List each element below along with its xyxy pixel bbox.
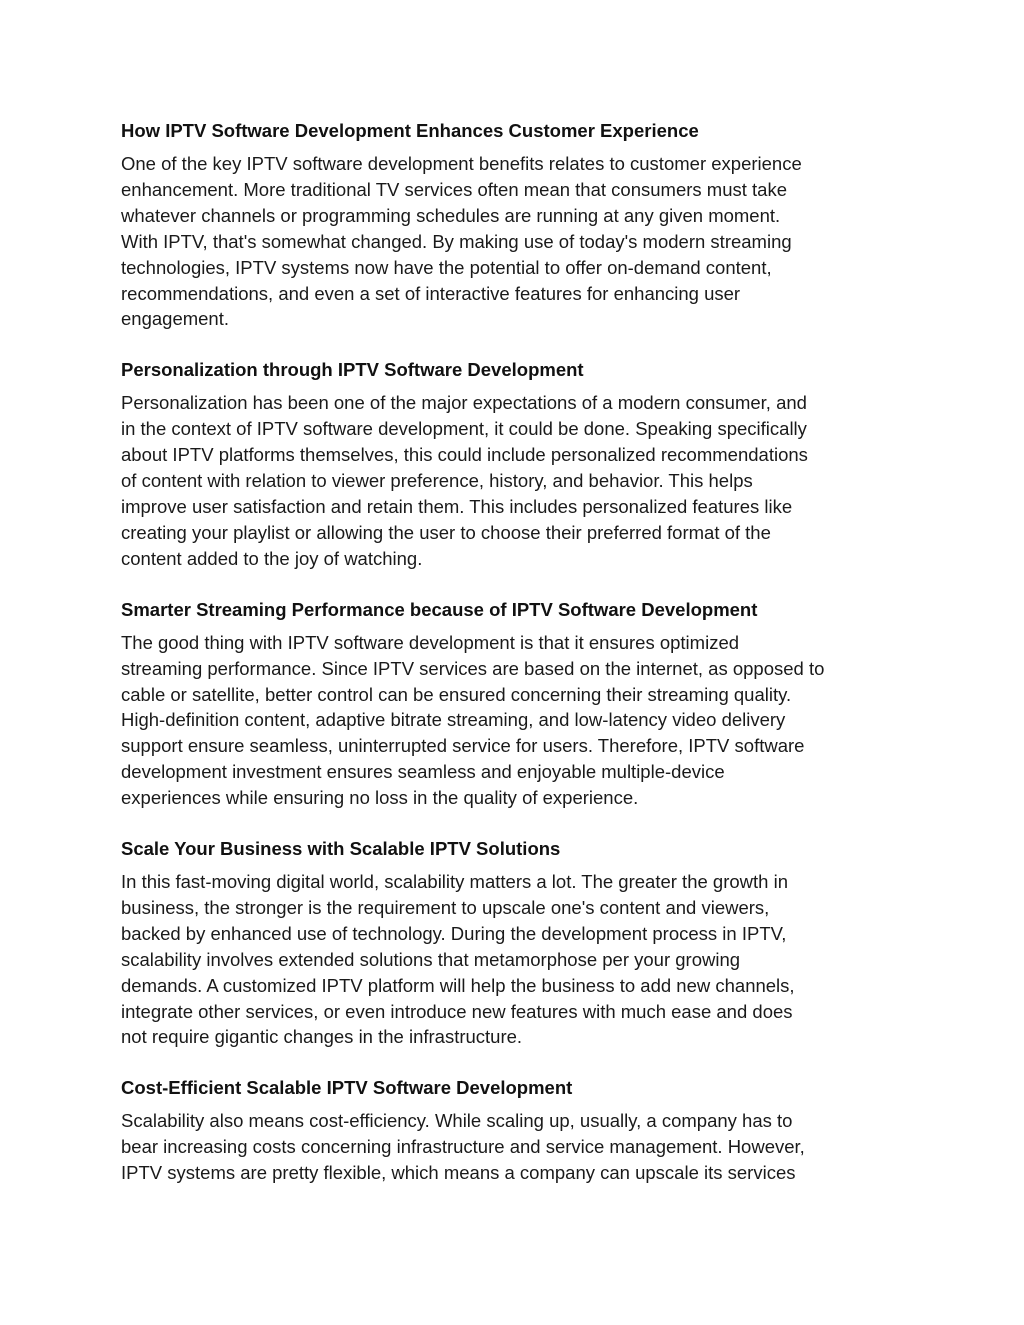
paragraph-line: High-definition content, adaptive bitrate streaming, and low-latency video delivery <box>121 709 786 731</box>
paragraph-line: of content with relation to viewer preference, history, and behavior. This helps <box>121 470 753 492</box>
paragraph-line: in the context of IPTV software development, it could be done. Speaking specifically <box>121 418 807 440</box>
section-paragraph <box>121 151 904 332</box>
paragraph-line: technologies, IPTV systems now have the potential to offer on-demand content, <box>121 256 772 278</box>
paragraph-line: creating your playlist or allowing the user to choose their preferred format of the <box>121 521 771 543</box>
paragraph-line: development investment ensures seamless and enjoyable multiple-device <box>121 761 725 783</box>
section-streaming-performance <box>121 598 904 811</box>
paragraph-line: enhancement. More traditional TV services often mean that consumers must take <box>121 178 787 200</box>
section-heading: Scale Your Business with Scalable IPTV Solutions <box>121 838 561 860</box>
paragraph-line: whatever channels or programming schedules are running at any given moment. <box>121 204 781 226</box>
paragraph-line: support ensure seamless, uninterrupted service for users. Therefore, IPTV software <box>121 735 805 757</box>
paragraph-line: One of the key IPTV software development benefits relates to customer experience <box>121 153 802 174</box>
section-customer-experience <box>121 119 904 332</box>
paragraph-line: With IPTV, that's somewhat changed. By making use of today's modern streaming <box>121 230 792 252</box>
paragraph-line: about IPTV platforms themselves, this could include personalized recommendations <box>121 444 808 466</box>
section-heading: Smarter Streaming Performance because of IPTV Software Development <box>121 598 758 620</box>
paragraph-line: Scalability also means cost-efficiency. While scaling up, usually, a company has to <box>121 1110 793 1132</box>
section-cost-efficient <box>121 1076 904 1186</box>
paragraph-line: business, the stronger is the requirement to upscale one's content and viewers, <box>121 896 770 918</box>
paragraph-line: The good thing with IPTV software development is that it ensures optimized <box>121 631 740 653</box>
paragraph-line: experiences while ensuring no loss in the quality of experience. <box>121 787 639 809</box>
paragraph-line: cable or satellite, better control can be ensured concerning their streaming quality. <box>121 683 792 705</box>
paragraph-line: streaming performance. Since IPTV services are based on the internet, as opposed to <box>121 657 825 679</box>
paragraph-line: backed by enhanced use of technology. During the development process in IPTV, <box>121 922 787 944</box>
paragraph-line: IPTV systems are pretty flexible, which means a company can upscale its services <box>121 1162 796 1184</box>
paragraph-line: content added to the joy of watching. <box>121 547 423 569</box>
section-heading: Personalization through IPTV Software Development <box>121 359 584 381</box>
paragraph-line: In this fast-moving digital world, scalability matters a lot. The greater the growth in <box>121 871 788 893</box>
paragraph-line: improve user satisfaction and retain them. This includes personalized features like <box>121 495 793 517</box>
paragraph-line: recommendations, and even a set of interactive features for enhancing user <box>121 282 741 304</box>
paragraph-line: demands. A customized IPTV platform will help the business to add new channels, <box>121 974 795 996</box>
paragraph-line: not require gigantic changes in the infrastructure. <box>121 1026 523 1048</box>
paragraph-line: integrate other services, or even introduce new features with much ease and does <box>121 1000 793 1022</box>
section-heading: How IPTV Software Development Enhances Customer Experience <box>121 120 699 141</box>
paragraph-line: bear increasing costs concerning infrastructure and service management. However, <box>121 1136 805 1158</box>
section-paragraph <box>121 1108 904 1186</box>
section-paragraph <box>121 869 904 1050</box>
paragraph-line: Personalization has been one of the major expectations of a modern consumer, and <box>121 392 807 414</box>
paragraph-line: engagement. <box>121 308 230 330</box>
section-heading: Cost-Efficient Scalable IPTV Software Development <box>121 1077 573 1099</box>
section-scale-business <box>121 837 904 1050</box>
section-personalization <box>121 358 904 571</box>
paragraph-line: scalability involves extended solutions that metamorphose per your growing <box>121 948 741 970</box>
section-paragraph <box>121 630 904 811</box>
section-paragraph <box>121 390 904 571</box>
